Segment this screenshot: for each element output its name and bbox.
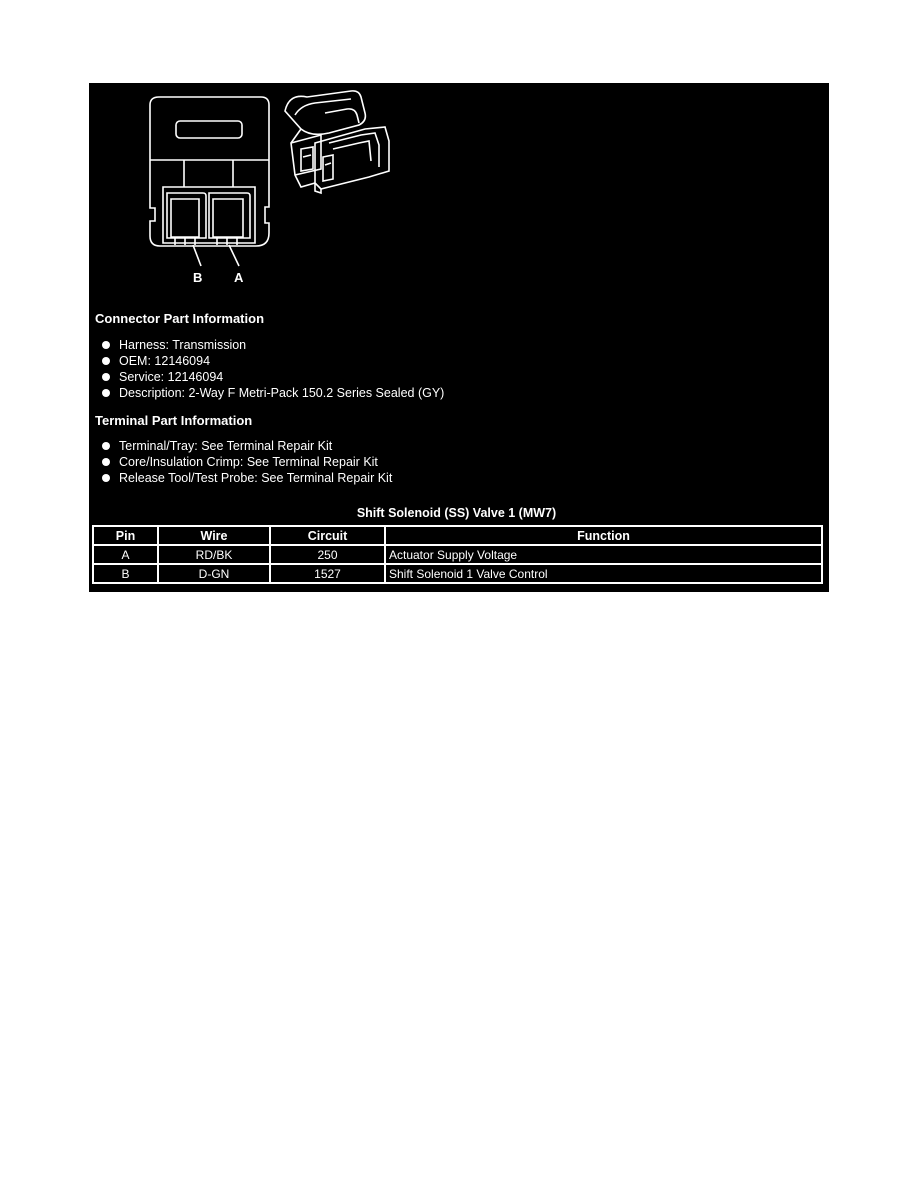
header-pin: Pin [93,526,158,545]
list-item [89,353,444,369]
list-item-text: Description: 2-Way F Metri-Pack 150.2 Series Sealed (GY) [119,386,445,400]
table-header-row [93,526,822,545]
header-function: Function [385,526,822,545]
terminal-info-list [89,438,392,486]
header-wire: Wire [158,526,270,545]
list-item-text: Service: 12146094 [119,370,224,384]
list-item [89,337,444,353]
cell-function: Shift Solenoid 1 Valve Control [385,564,822,583]
pinout-table [92,525,823,584]
list-item-text: Release Tool/Test Probe: See Terminal Repair Kit [119,471,393,485]
list-item-text: Terminal/Tray: See Terminal Repair Kit [119,439,333,453]
connector-latch-slot [176,121,242,138]
connector-panel [89,83,829,592]
table-row [93,564,822,583]
list-item [89,369,444,385]
cell-circuit: 1527 [270,564,385,583]
cell-pin: B [93,564,158,583]
cell-function: Actuator Supply Voltage [385,545,822,564]
list-item-text: Harness: Transmission [119,338,247,352]
pin-label-a: A [234,270,244,285]
bullet-icon [102,341,110,349]
pin-label-b: B [193,270,203,285]
connector-info-heading: Connector Part Information [95,311,265,326]
list-item [89,438,392,454]
bullet-icon [102,357,110,365]
connector-perspective-view [285,91,389,193]
table-caption: Shift Solenoid (SS) Valve 1 (MW7) [356,506,557,520]
list-item [89,454,392,470]
list-item [89,385,444,401]
list-item-text: Core/Insulation Crimp: See Terminal Repair Kit [119,455,378,469]
cell-pin: A [93,545,158,564]
list-item [89,470,392,486]
cell-wire: RD/BK [158,545,270,564]
bullet-icon [102,389,110,397]
bullet-icon [102,442,110,450]
table-row [93,545,822,564]
bullet-icon [102,474,110,482]
bullet-icon [102,458,110,466]
bullet-icon [102,373,110,381]
connector-info-list [89,337,444,401]
connector-diagram [89,83,419,293]
list-item-text: OEM: 12146094 [119,354,211,368]
cell-wire: D-GN [158,564,270,583]
terminal-info-heading: Terminal Part Information [95,413,253,428]
cell-circuit: 250 [270,545,385,564]
header-circuit: Circuit [270,526,385,545]
